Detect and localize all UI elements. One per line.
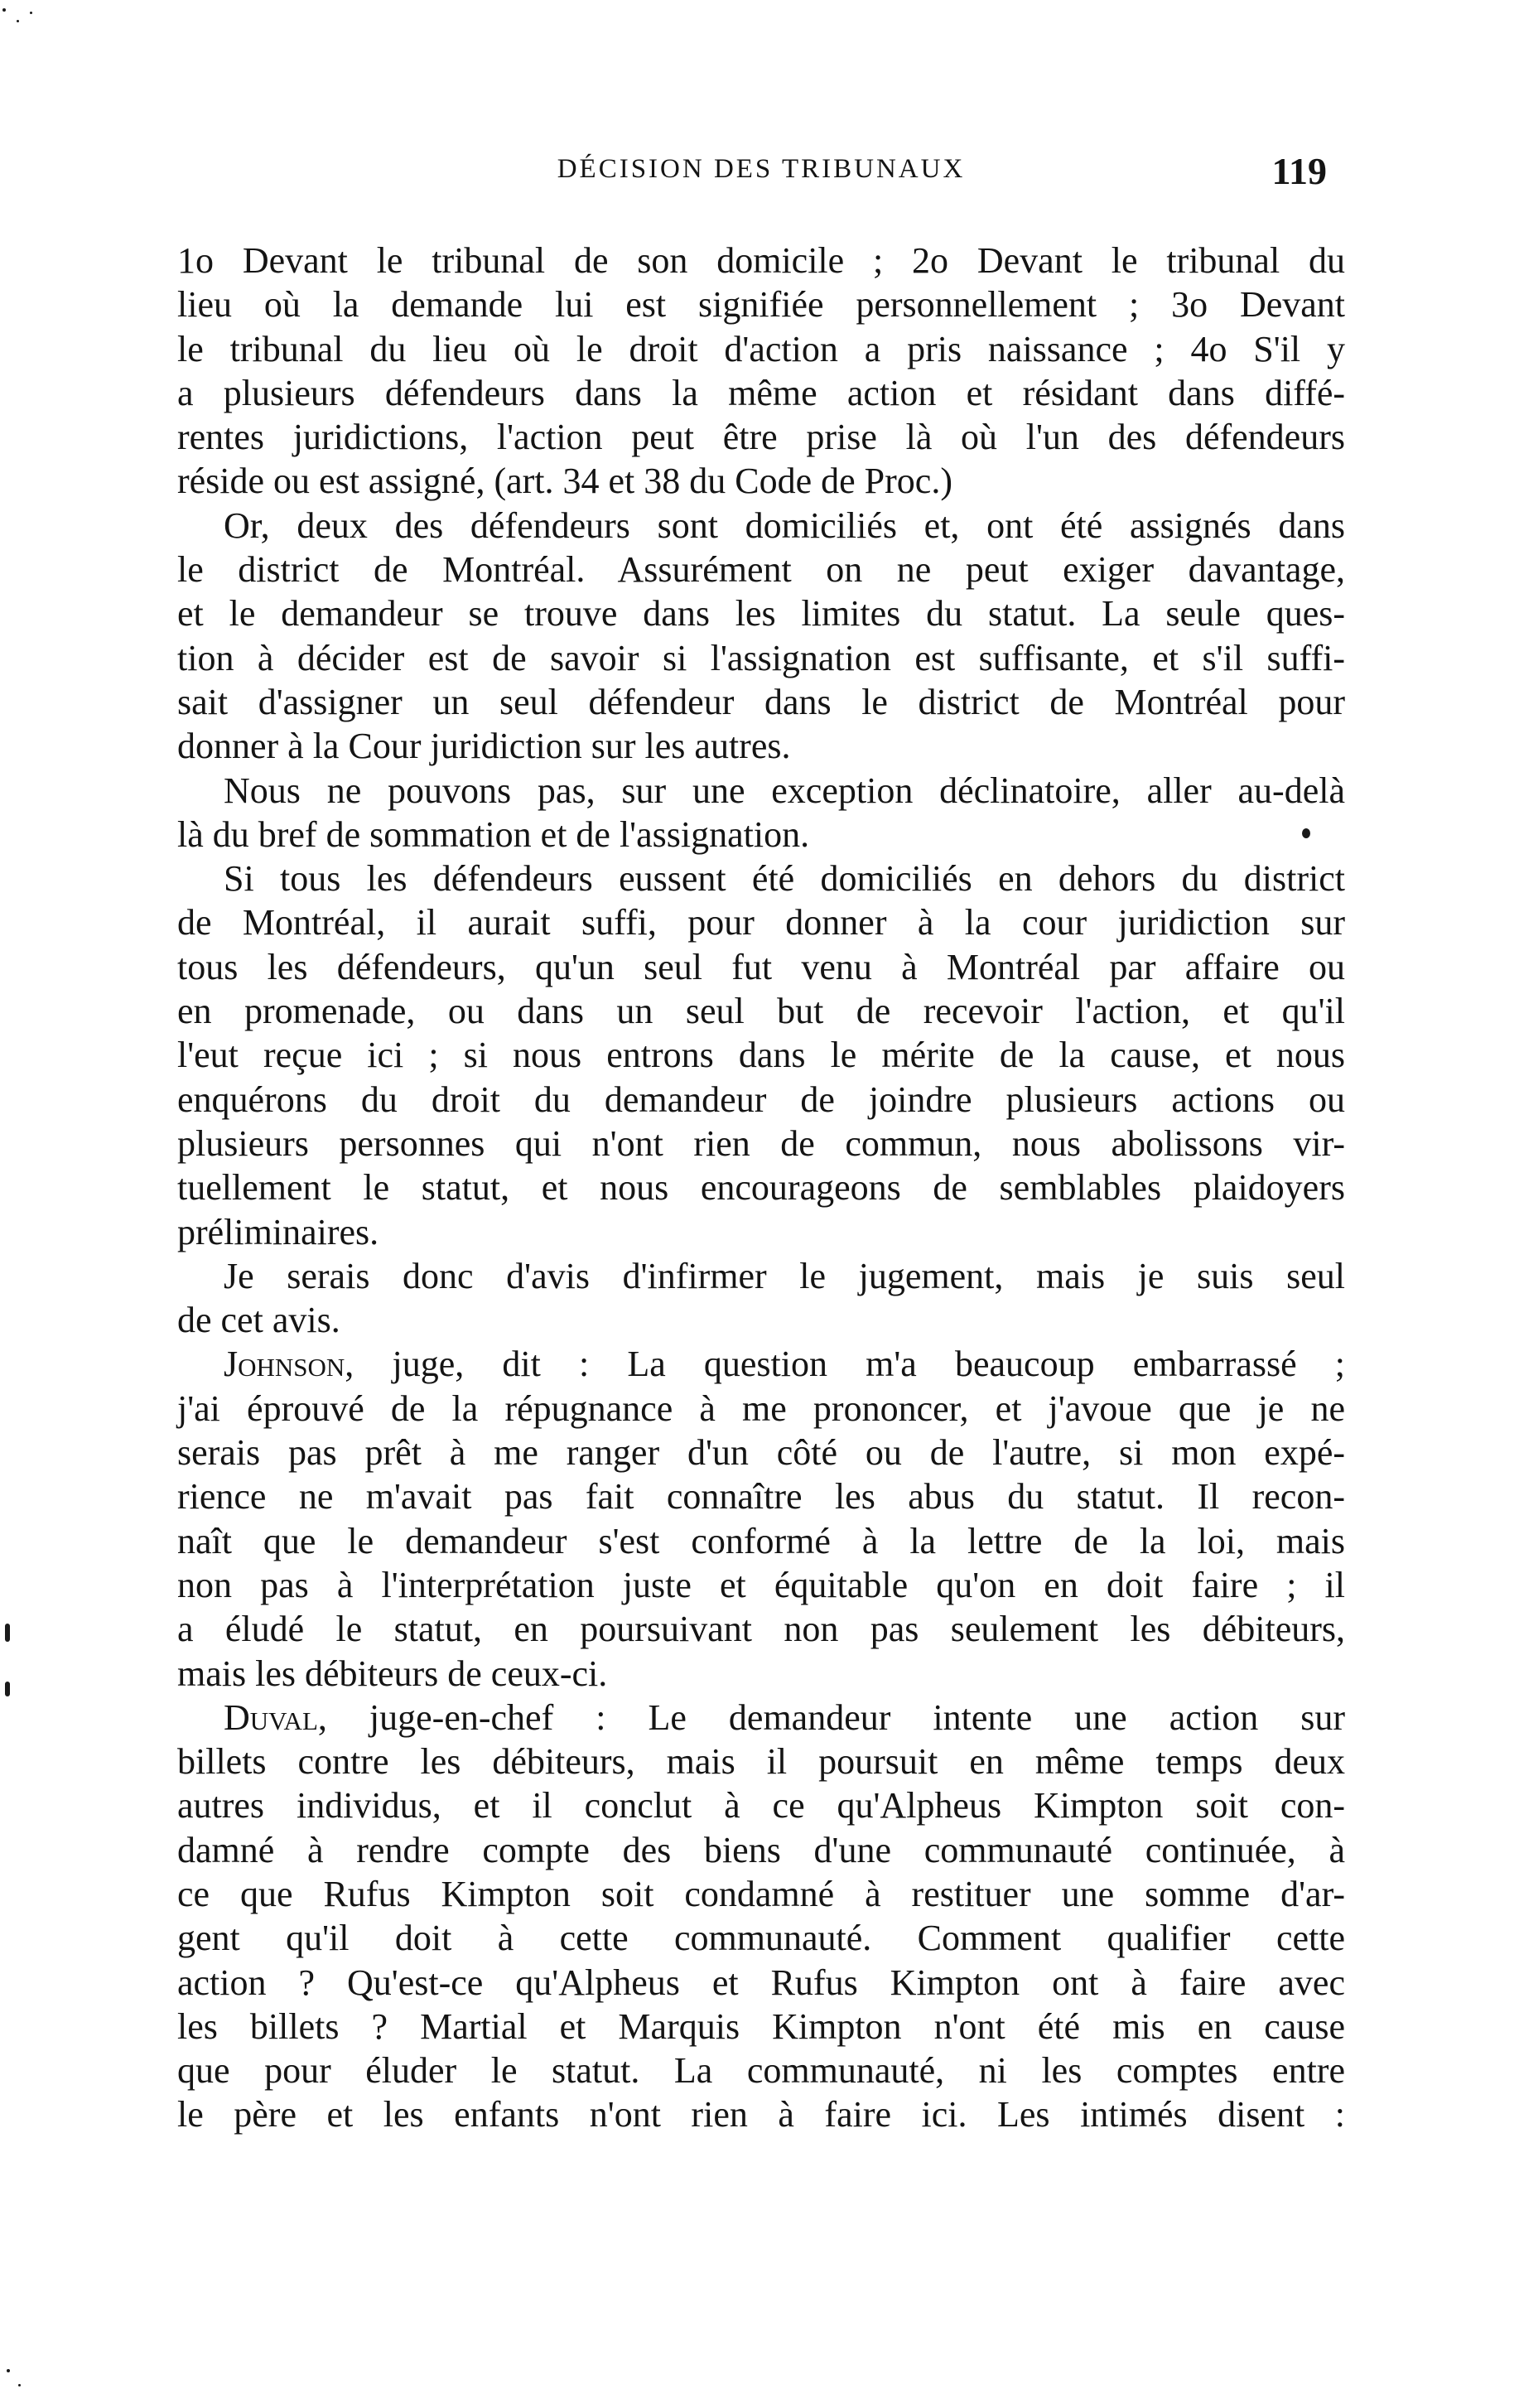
text-line-content: juge, dit : La question m'a beaucoup embarrassé ;	[392, 1344, 1345, 1385]
speaker-name-johnson: Johnson,	[224, 1344, 354, 1385]
text-line: en promenade, ou dans un seul but de recevoir l'action, et qu'il	[177, 991, 1345, 1032]
text-line: de Montréal, il aurait suffi, pour donner à la cour juridiction sur	[177, 902, 1345, 943]
text-line: réside ou est assigné, (art. 34 et 38 du Code de Proc.)	[177, 461, 952, 502]
text-line: plusieurs personnes qui n'ont rien de commun, nous abolissons vir-	[177, 1122, 1345, 1164]
text-line: l'eut reçue ici ; si nous entrons dans le mérite de la cause, et nous	[177, 1035, 1345, 1076]
text-line: non pas à l'interprétation juste et équitable qu'on en doit faire ; il	[177, 1564, 1345, 1605]
text-line: autres individus, et il conclut à ce qu'Alpheus Kimpton soit con-	[177, 1785, 1345, 1827]
scan-speck	[18, 2384, 21, 2386]
text-line: Si tous les défendeurs eussent été domiciliés en dehors du district	[224, 858, 1345, 900]
text-line: action ? Qu'est-ce qu'Alpheus et Rufus Kimpton ont à faire avec	[177, 1962, 1345, 2003]
text-line: donner à la Cour juridiction sur les autres.	[177, 726, 791, 767]
text-line: le district de Montréal. Assurément on ne peut exiger davantage,	[177, 549, 1345, 591]
text-line: tuellement le statut, et nous encourageons de semblables plaidoyers	[177, 1167, 1345, 1209]
page-number: 119	[1271, 150, 1327, 192]
text-line: rentes juridictions, l'action peut être prise là où l'un des défendeurs	[177, 417, 1345, 458]
scan-speck	[2, 8, 6, 12]
text-line: là du bref de sommation et de l'assignation.	[177, 813, 810, 855]
text-line: damné à rendre compte des biens d'une communauté continuée, à	[177, 1829, 1345, 1870]
running-header	[177, 150, 1345, 204]
text-line: lieu où la demande lui est signifiée personnellement ; 3o Devant	[177, 284, 1345, 326]
text-line: 1o Devant le tribunal de son domicile ; 2o Devant le tribunal du	[177, 240, 1345, 281]
text-line: préliminaires.	[177, 1211, 379, 1252]
text-line: naît que le demandeur s'est conformé à la lettre de la loi, mais	[177, 1520, 1345, 1561]
text-line: j'ai éprouvé de la répugnance à me prononcer, et j'avoue que je ne	[177, 1387, 1345, 1429]
text-line: gent qu'il doit à cette communauté. Comment qualifier cette	[177, 1918, 1345, 1959]
text-line: Je serais donc d'avis d'infirmer le jugement, mais je suis seul	[224, 1255, 1345, 1296]
text-line: tion à décider est de savoir si l'assignation est suffisante, et s'il suffi-	[177, 637, 1345, 678]
text-line: billets contre les débiteurs, mais il poursuit en même temps deux	[177, 1741, 1345, 1783]
scan-speck	[5, 1682, 10, 1696]
text-line: Or, deux des défendeurs sont domiciliés et, ont été assignés dans	[224, 504, 1345, 546]
text-line: rience ne m'avait pas fait connaître les abus du statut. Il recon-	[177, 1476, 1345, 1518]
text-line-content: juge-en-chef : Le demandeur intente une action sur	[369, 1696, 1345, 1738]
scan-speck	[7, 2369, 10, 2372]
scan-speck	[5, 1624, 10, 1642]
text-line: le tribunal du lieu où le droit d'action a pris naissance ; 4o S'il y	[177, 328, 1345, 369]
text-line: ce que Rufus Kimpton soit condamné à restituer une somme d'ar-	[177, 1873, 1345, 1914]
text-line	[177, 1342, 1345, 1386]
text-line: les billets ? Martial et Marquis Kimpton n'ont été mis en cause	[177, 2005, 1345, 2047]
scan-speck	[17, 20, 19, 22]
speaker-name-duval: Duval,	[224, 1696, 327, 1738]
scan-speck	[30, 12, 32, 14]
text-line: mais les débiteurs de ceux-ci.	[177, 1653, 608, 1694]
text-line: de cet avis.	[177, 1300, 340, 1341]
text-line: le père et les enfants n'ont rien à faire ici. Les intimés disent :	[177, 2094, 1345, 2135]
body-text	[177, 239, 1345, 2137]
text-line: serais pas prêt à me ranger d'un côté ou de l'autre, si mon expé-	[177, 1432, 1345, 1474]
text-line: que pour éluder le statut. La communauté, ni les comptes entre	[177, 2050, 1345, 2092]
text-line	[177, 1696, 1345, 1740]
text-line: enquérons du droit du demandeur de joindre plusieurs actions ou	[177, 1079, 1345, 1120]
text-line: a plusieurs défendeurs dans la même action et résidant dans diffé-	[177, 372, 1345, 413]
running-title: DÉCISION DES TRIBUNAUX	[557, 154, 966, 184]
text-line: tous les défendeurs, qu'un seul fut venu à Montréal par affaire ou	[177, 946, 1345, 987]
text-line: Nous ne pouvons pas, sur une exception déclinatoire, aller au-delà	[224, 770, 1345, 811]
text-line: sait d'assigner un seul défendeur dans le district de Montréal pour	[177, 681, 1345, 722]
text-line: et le demandeur se trouve dans les limites du statut. La seule ques-	[177, 593, 1345, 635]
text-line: a éludé le statut, en poursuivant non pas seulement les débiteurs,	[177, 1609, 1345, 1650]
scan-speck	[1302, 828, 1310, 838]
